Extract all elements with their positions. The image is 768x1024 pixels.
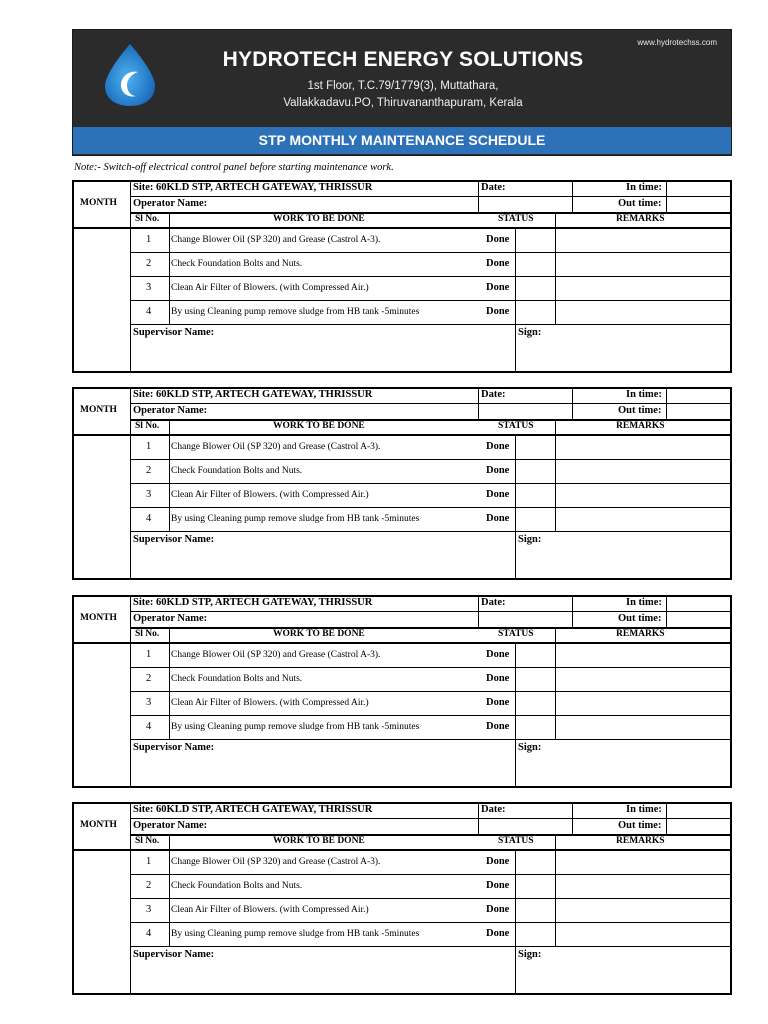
task-number: 4 (146, 513, 152, 524)
col-line (572, 180, 573, 212)
block-border-left (72, 595, 74, 788)
task-description: Change Blower Oil (SP 320) and Grease (Castrol A-3). (171, 235, 381, 245)
row-line (72, 642, 732, 644)
col-line (515, 642, 516, 788)
block-border-bottom (72, 786, 732, 788)
block-border-bottom (72, 993, 732, 995)
supervisor-name-label: Supervisor Name: (133, 949, 215, 960)
task-status: Done (486, 673, 510, 684)
task-description: Change Blower Oil (SP 320) and Grease (Castrol A-3). (171, 650, 381, 660)
sign-label: Sign: (518, 949, 542, 960)
col-line (130, 180, 131, 373)
task-status: Done (486, 697, 510, 708)
site-name: Site: 60KLD STP, ARTECH GATEWAY, THRISSUR (133, 389, 373, 400)
task-description: By using Cleaning pump remove sludge from HB tank -5minutes (171, 929, 420, 939)
col-line (555, 834, 556, 946)
col-line (666, 802, 667, 834)
row-line (130, 874, 730, 875)
in-time-label: In time: (626, 389, 662, 400)
task-description: By using Cleaning pump remove sludge from HB tank -5minutes (171, 514, 420, 524)
row-line (130, 691, 730, 692)
row-line (130, 531, 730, 532)
sign-label: Sign: (518, 742, 542, 753)
address-line-2: Vallakkadavu.PO, Thiruvananthapuram, Kerala (283, 97, 523, 109)
letterhead (72, 29, 732, 156)
in-time-label: In time: (626, 182, 662, 193)
date-label: Date: (481, 804, 506, 815)
row-line (130, 324, 730, 325)
col-line (572, 387, 573, 419)
block-border-bottom (72, 371, 732, 373)
col-remarks-header: REMARKS (616, 629, 665, 639)
maintenance-form-block (72, 595, 732, 788)
task-status: Done (486, 234, 510, 245)
task-description: Check Foundation Bolts and Nuts. (171, 259, 303, 269)
safety-note: Note:- Switch-off electrical control panel before starting maintenance work. (74, 162, 394, 173)
col-line (478, 180, 479, 212)
col-line (130, 387, 131, 580)
out-time-label: Out time: (618, 613, 662, 624)
col-status-header: STATUS (498, 836, 534, 846)
operator-name-label: Operator Name: (133, 613, 208, 624)
col-slno-header: Sl No. (135, 629, 160, 639)
task-status: Done (486, 465, 510, 476)
col-line (572, 802, 573, 834)
row-line (130, 898, 730, 899)
row-line (130, 459, 730, 460)
operator-name-label: Operator Name: (133, 820, 208, 831)
col-line (478, 387, 479, 419)
task-description: By using Cleaning pump remove sludge from HB tank -5minutes (171, 307, 420, 317)
col-line (169, 627, 170, 739)
task-number: 1 (146, 441, 152, 452)
task-number: 2 (146, 673, 152, 684)
task-description: Clean Air Filter of Blowers. (with Compressed Air.) (171, 283, 369, 293)
sign-label: Sign: (518, 534, 542, 545)
row-line (130, 667, 730, 668)
month-label: MONTH (80, 198, 117, 208)
col-work-header: WORK TO BE DONE (273, 214, 365, 224)
col-status-header: STATUS (498, 421, 534, 431)
maintenance-form-block (72, 180, 732, 373)
out-time-label: Out time: (618, 198, 662, 209)
col-line (572, 595, 573, 627)
task-description: Check Foundation Bolts and Nuts. (171, 466, 303, 476)
task-number: 1 (146, 649, 152, 660)
site-name: Site: 60KLD STP, ARTECH GATEWAY, THRISSUR (133, 182, 373, 193)
block-border-bottom (72, 578, 732, 580)
col-line (515, 849, 516, 995)
date-label: Date: (481, 389, 506, 400)
col-status-header: STATUS (498, 629, 534, 639)
task-status: Done (486, 928, 510, 939)
task-description: Change Blower Oil (SP 320) and Grease (Castrol A-3). (171, 442, 381, 452)
task-status: Done (486, 513, 510, 524)
block-border-right (730, 595, 732, 788)
col-status-header: STATUS (498, 214, 534, 224)
row-line (130, 300, 730, 301)
task-description: Check Foundation Bolts and Nuts. (171, 674, 303, 684)
task-description: Check Foundation Bolts and Nuts. (171, 881, 303, 891)
task-number: 3 (146, 282, 152, 293)
task-description: Clean Air Filter of Blowers. (with Compressed Air.) (171, 905, 369, 915)
col-work-header: WORK TO BE DONE (273, 629, 365, 639)
document-title: STP MONTHLY MAINTENANCE SCHEDULE (73, 127, 731, 154)
col-remarks-header: REMARKS (616, 214, 665, 224)
maintenance-form-block (72, 387, 732, 580)
row-line (130, 922, 730, 923)
col-slno-header: Sl No. (135, 214, 160, 224)
month-label: MONTH (80, 820, 117, 830)
task-number: 4 (146, 721, 152, 732)
col-line (169, 212, 170, 324)
date-label: Date: (481, 597, 506, 608)
row-line (72, 434, 732, 436)
task-description: Clean Air Filter of Blowers. (with Compressed Air.) (171, 698, 369, 708)
task-number: 3 (146, 697, 152, 708)
in-time-label: In time: (626, 597, 662, 608)
task-status: Done (486, 489, 510, 500)
site-name: Site: 60KLD STP, ARTECH GATEWAY, THRISSUR (133, 804, 373, 815)
col-work-header: WORK TO BE DONE (273, 836, 365, 846)
row-line (130, 507, 730, 508)
supervisor-name-label: Supervisor Name: (133, 742, 215, 753)
row-line (130, 946, 730, 947)
col-line (555, 627, 556, 739)
task-status: Done (486, 721, 510, 732)
company-name: HYDROTECH ENERGY SOLUTIONS (222, 48, 584, 71)
col-line (515, 434, 516, 580)
col-line (169, 419, 170, 531)
block-border-right (730, 802, 732, 995)
task-status: Done (486, 282, 510, 293)
block-border-left (72, 387, 74, 580)
col-line (478, 595, 479, 627)
col-line (666, 595, 667, 627)
task-status: Done (486, 649, 510, 660)
row-line (72, 849, 732, 851)
col-line (515, 227, 516, 373)
in-time-label: In time: (626, 804, 662, 815)
task-description: Clean Air Filter of Blowers. (with Compressed Air.) (171, 490, 369, 500)
maintenance-form-block (72, 802, 732, 995)
row-line (130, 483, 730, 484)
col-line (478, 802, 479, 834)
month-label: MONTH (80, 613, 117, 623)
col-line (130, 802, 131, 995)
site-name: Site: 60KLD STP, ARTECH GATEWAY, THRISSUR (133, 597, 373, 608)
task-status: Done (486, 306, 510, 317)
sign-label: Sign: (518, 327, 542, 338)
block-border-right (730, 387, 732, 580)
row-line (130, 739, 730, 740)
out-time-label: Out time: (618, 405, 662, 416)
block-border-left (72, 180, 74, 373)
col-remarks-header: REMARKS (616, 421, 665, 431)
task-description: Change Blower Oil (SP 320) and Grease (Castrol A-3). (171, 857, 381, 867)
block-border-right (730, 180, 732, 373)
task-number: 1 (146, 234, 152, 245)
col-remarks-header: REMARKS (616, 836, 665, 846)
address-line-1: 1st Floor, T.C.79/1779(3), Muttathara, (307, 80, 499, 92)
col-line (666, 387, 667, 419)
task-status: Done (486, 258, 510, 269)
task-status: Done (486, 880, 510, 891)
col-line (555, 212, 556, 324)
task-number: 1 (146, 856, 152, 867)
col-slno-header: Sl No. (135, 836, 160, 846)
col-slno-header: Sl No. (135, 421, 160, 431)
col-line (130, 595, 131, 788)
task-number: 2 (146, 465, 152, 476)
row-line (130, 276, 730, 277)
row-line (130, 715, 730, 716)
row-line (130, 252, 730, 253)
supervisor-name-label: Supervisor Name: (133, 327, 215, 338)
out-time-label: Out time: (618, 820, 662, 831)
col-line (666, 180, 667, 212)
task-number: 4 (146, 928, 152, 939)
col-line (169, 834, 170, 946)
supervisor-name-label: Supervisor Name: (133, 534, 215, 545)
task-number: 3 (146, 489, 152, 500)
website-url: www.hydrotechss.com (637, 38, 717, 47)
col-work-header: WORK TO BE DONE (273, 421, 365, 431)
col-line (555, 419, 556, 531)
task-number: 2 (146, 258, 152, 269)
task-description: By using Cleaning pump remove sludge from HB tank -5minutes (171, 722, 420, 732)
task-number: 3 (146, 904, 152, 915)
month-label: MONTH (80, 405, 117, 415)
row-line (72, 227, 732, 229)
task-status: Done (486, 856, 510, 867)
date-label: Date: (481, 182, 506, 193)
task-number: 4 (146, 306, 152, 317)
task-status: Done (486, 441, 510, 452)
task-number: 2 (146, 880, 152, 891)
operator-name-label: Operator Name: (133, 198, 208, 209)
operator-name-label: Operator Name: (133, 405, 208, 416)
task-status: Done (486, 904, 510, 915)
block-border-left (72, 802, 74, 995)
